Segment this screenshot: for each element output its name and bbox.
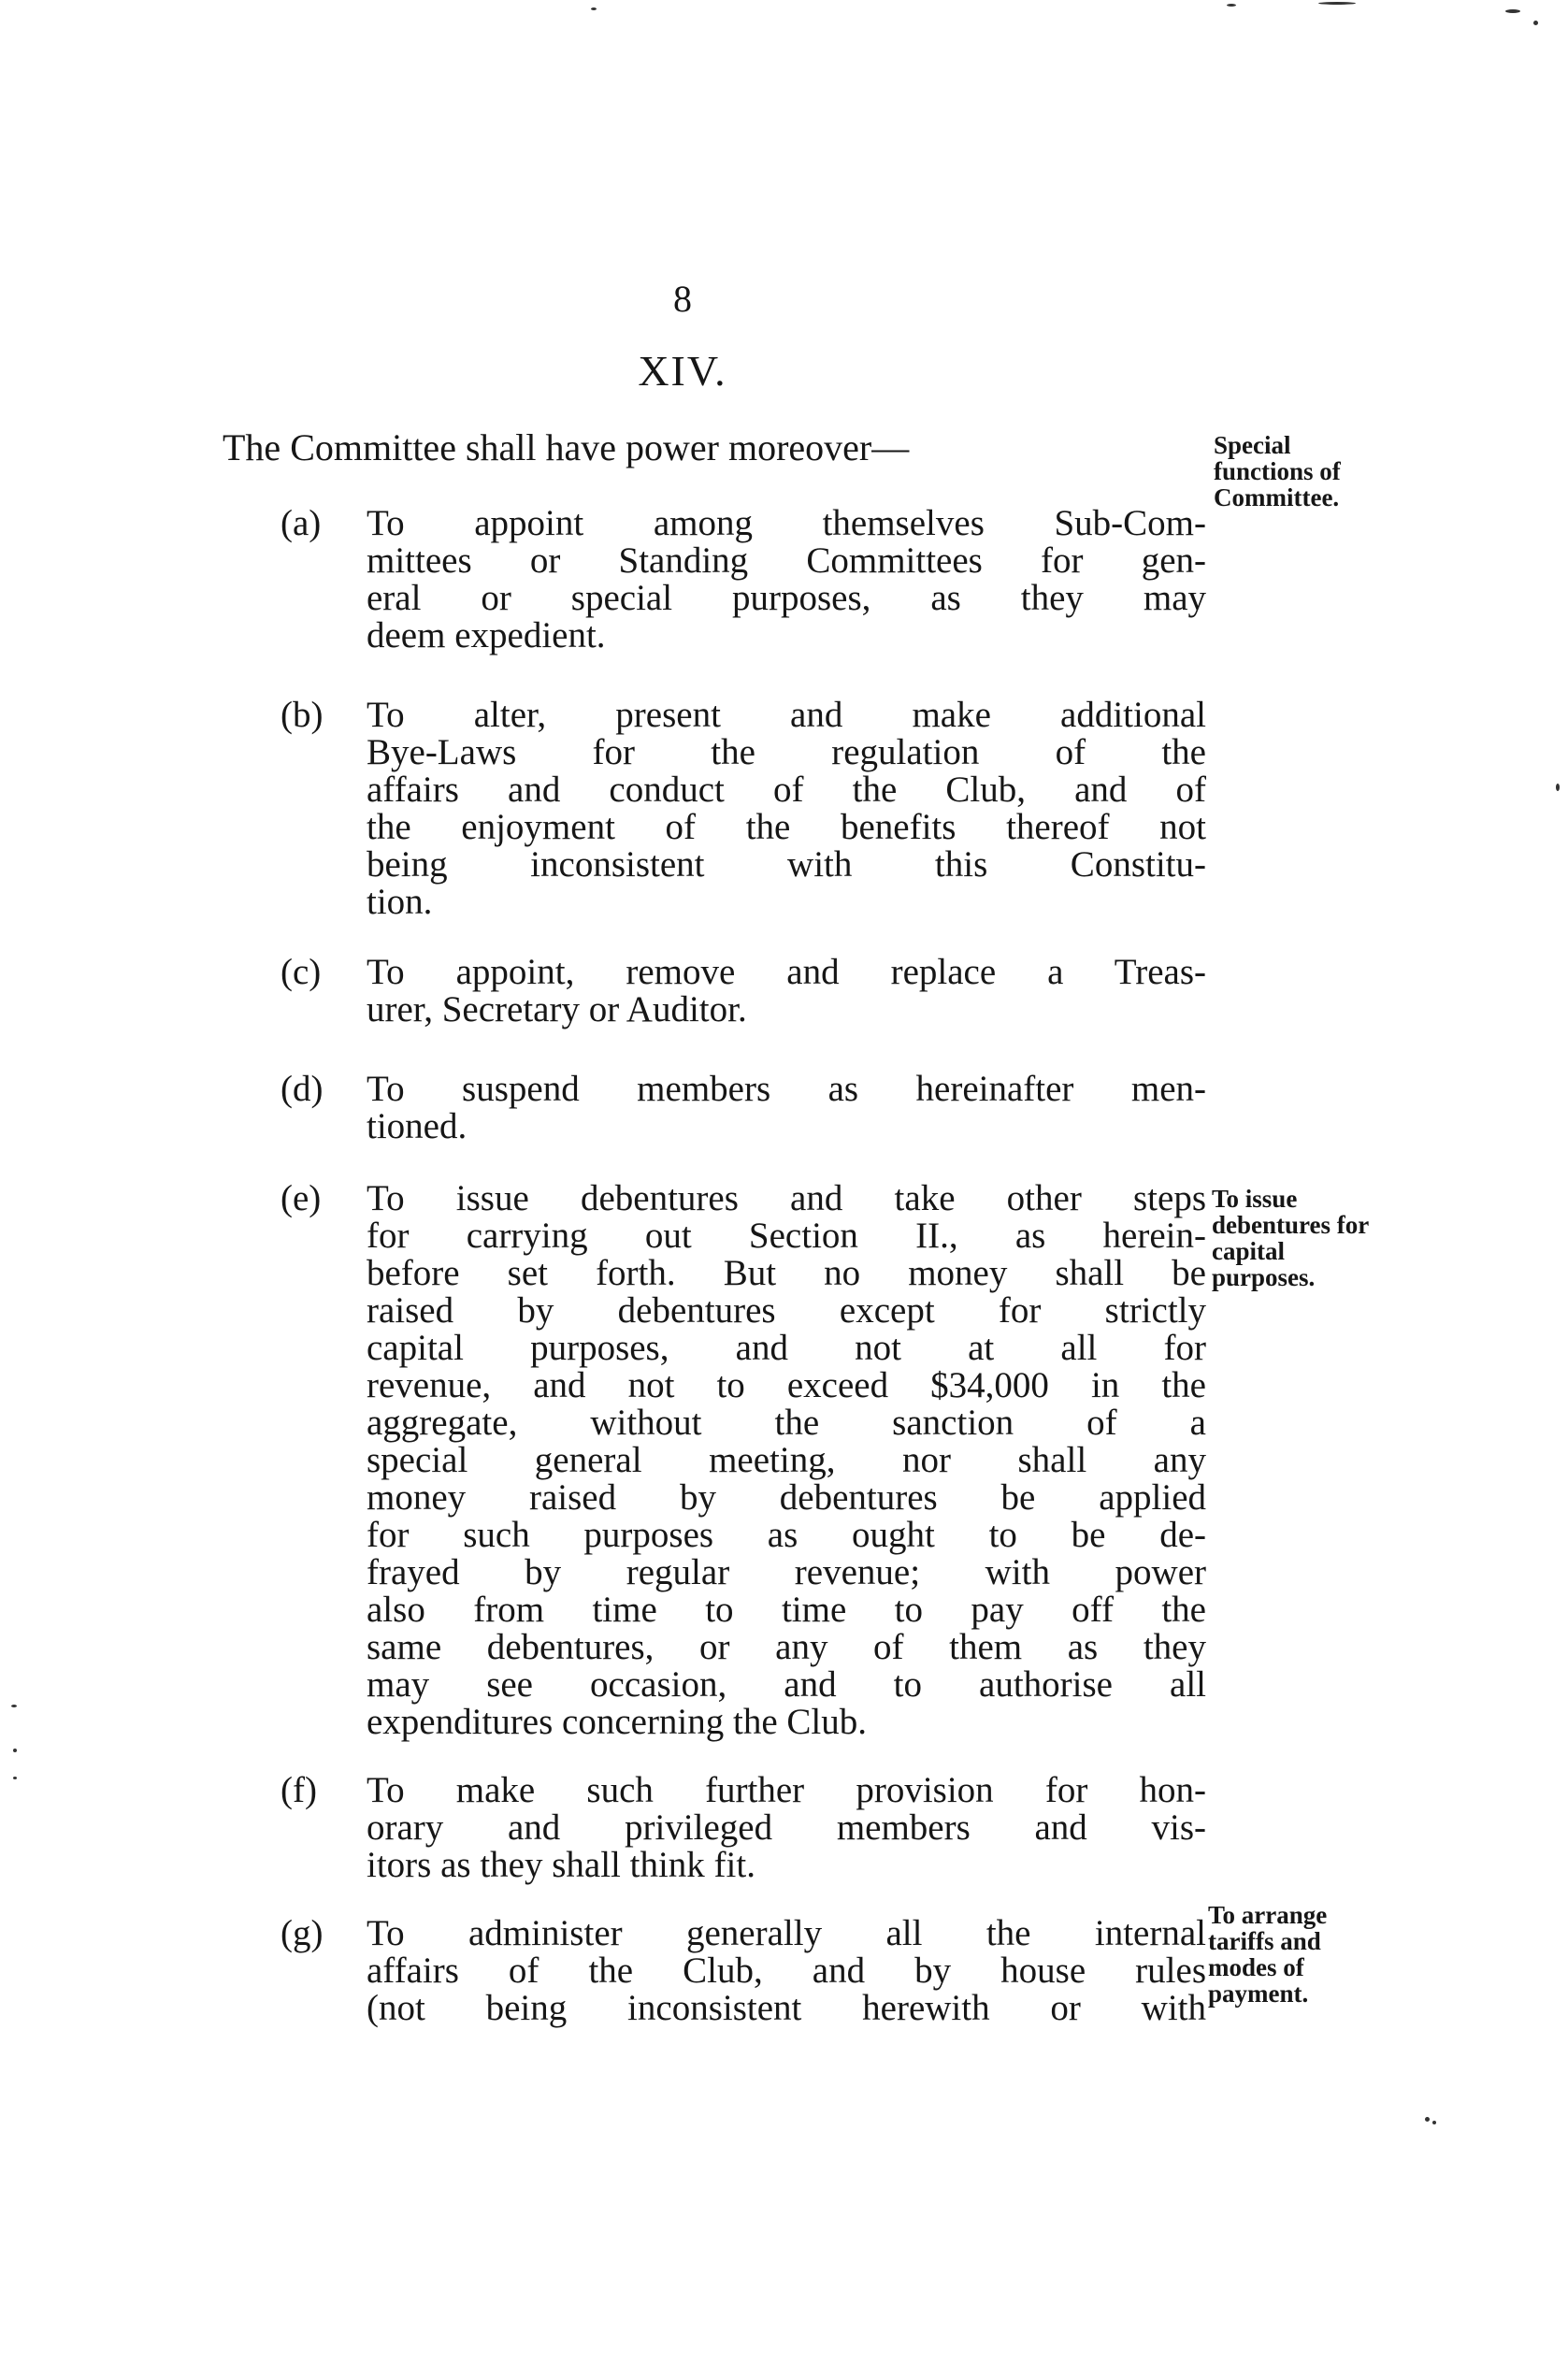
clause-line: also from time to time to pay off the — [367, 1590, 1206, 1630]
clause-line: may see occasion, and to authorise all — [367, 1664, 1206, 1705]
clause-line: To administer generally all the internal — [367, 1913, 1206, 1953]
clause-line: To appoint, remove and replace a Treas- — [367, 952, 1206, 992]
clause-line: To alter, present and make additional — [367, 695, 1206, 735]
clause-line: urer, Secretary or Auditor. — [367, 989, 747, 1029]
intro-paragraph: The Committee shall have power moreover— — [223, 426, 910, 468]
margin-note-line: modes of — [1208, 1953, 1304, 1981]
clause-line: eral or special purposes, as they may — [367, 578, 1206, 618]
margin-note-special-functions — [1214, 432, 1341, 511]
scan-speck — [1505, 9, 1520, 13]
clause-c — [281, 954, 1206, 1029]
clause-g — [281, 1915, 1206, 2027]
clause-line: frayed by regular revenue; with power — [367, 1552, 1206, 1592]
page-number: 8 — [673, 278, 692, 320]
margin-note-debentures — [1212, 1186, 1369, 1290]
clause-line: orary and privileged members and vis- — [367, 1807, 1206, 1848]
clause-label: (c) — [281, 952, 322, 992]
scan-speck — [13, 1749, 17, 1752]
clause-line: To appoint among themselves Sub-Com- — [367, 503, 1206, 543]
clause-line: mittees or Standing Committees for gen- — [367, 540, 1206, 581]
margin-note-line: To arrange — [1208, 1901, 1328, 1929]
clause-line: affairs of the Club, and by house rules — [367, 1951, 1206, 1991]
scan-speck — [1556, 784, 1560, 791]
clause-label: (b) — [281, 695, 324, 735]
clause-line: To issue debentures and take other steps — [367, 1178, 1206, 1218]
clause-line: tioned. — [367, 1106, 468, 1146]
scan-speck — [1533, 21, 1538, 25]
scan-speck — [1227, 4, 1236, 7]
clause-line: for carrying out Section II., as herein- — [367, 1216, 1206, 1256]
clause-b — [281, 697, 1206, 921]
scan-speck — [1318, 2, 1356, 5]
clause-line: expenditures concerning the Club. — [367, 1702, 868, 1742]
margin-note-line: Special — [1214, 431, 1291, 459]
margin-note-line: functions of — [1214, 457, 1341, 485]
clause-line: Bye-Laws for the regulation of the — [367, 732, 1206, 772]
scan-speck — [13, 1777, 17, 1779]
clause-line: tion. — [367, 882, 433, 922]
clause-line: itors as they shall think fit. — [367, 1845, 755, 1885]
clause-line: being inconsistent with this Constitu- — [367, 844, 1206, 885]
clause-a — [281, 505, 1206, 655]
clause-line: To suspend members as hereinafter men- — [367, 1069, 1206, 1109]
clause-line: aggregate, without the sanction of a — [367, 1403, 1206, 1443]
clause-label: (d) — [281, 1069, 324, 1109]
scan-speck — [591, 7, 597, 10]
clause-line: (not being inconsistent herewith or with — [367, 1988, 1206, 2028]
margin-note-line: purposes. — [1212, 1263, 1316, 1291]
margin-note-line: Committee. — [1214, 483, 1340, 511]
clause-line: the enjoyment of the benefits thereof not — [367, 807, 1206, 847]
clause-line: deem expedient. — [367, 615, 606, 655]
clause-e — [281, 1180, 1206, 1741]
clause-f — [281, 1772, 1206, 1884]
margin-note-tariffs — [1208, 1902, 1327, 2007]
clause-d — [281, 1071, 1206, 1145]
clause-line: capital purposes, and not at all for — [367, 1328, 1206, 1368]
scan-speck — [1432, 2121, 1436, 2124]
margin-note-line: payment. — [1208, 1979, 1309, 2008]
clause-line: affairs and conduct of the Club, and of — [367, 770, 1206, 810]
clause-label: (f) — [281, 1770, 317, 1810]
margin-note-line: To issue — [1212, 1185, 1298, 1213]
clause-line: raised by debentures except for strictly — [367, 1290, 1206, 1331]
clause-line: To make such further provision for hon- — [367, 1770, 1206, 1810]
scan-speck — [1425, 2117, 1430, 2122]
margin-note-line: capital — [1212, 1237, 1285, 1265]
clause-line: for such purposes as ought to be de- — [367, 1515, 1206, 1555]
clause-label: (g) — [281, 1913, 324, 1953]
clause-line: special general meeting, nor shall any — [367, 1440, 1206, 1480]
margin-note-line: debentures for — [1212, 1211, 1370, 1239]
scan-speck — [11, 1705, 17, 1707]
clause-line: money raised by debentures be applied — [367, 1477, 1206, 1518]
clause-line: before set forth. But no money shall be — [367, 1253, 1206, 1293]
clause-line: same debentures, or any of them as they — [367, 1627, 1206, 1667]
clause-label: (a) — [281, 503, 322, 543]
section-heading: XIV. — [638, 347, 727, 395]
clause-line: revenue, and not to exceed $34,000 in the — [367, 1365, 1206, 1405]
clause-label: (e) — [281, 1178, 322, 1218]
margin-note-line: tariffs and — [1208, 1927, 1321, 1955]
